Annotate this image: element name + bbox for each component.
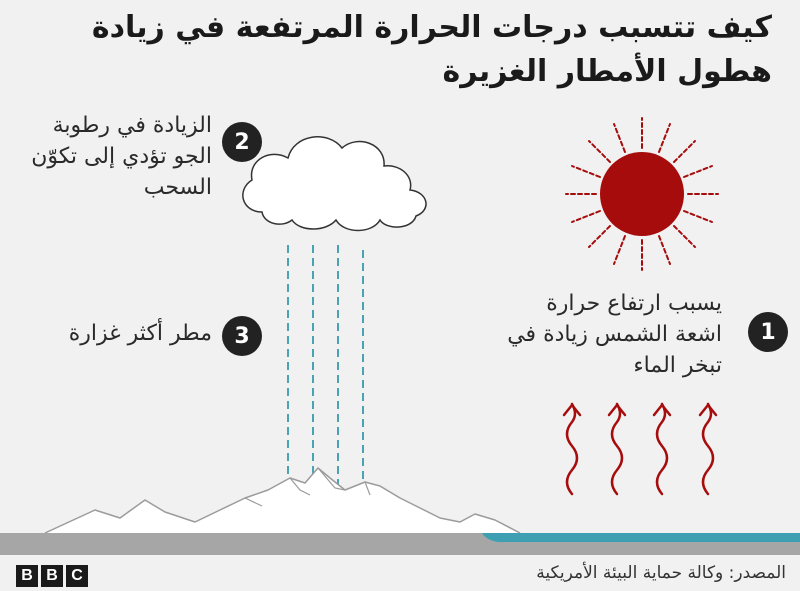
step-3-badge: 3	[222, 316, 262, 356]
step-3-text: مطر أكثر غزارة	[68, 321, 212, 346]
mountain-icon	[45, 468, 520, 533]
water	[482, 533, 800, 542]
evaporation-arrow-icon	[609, 404, 625, 494]
step-1-text: يسبب ارتفاع حرارة اشعة الشمس زيادة في تبخر الماء	[507, 291, 722, 378]
step-2-badge: 2	[222, 122, 262, 162]
bbc-logo	[16, 565, 88, 587]
evaporation-arrows	[564, 404, 716, 494]
rain-icon	[288, 245, 363, 505]
evaporation-arrow-icon	[564, 404, 580, 494]
source-text: المصدر: وكالة حماية البيئة الأمريكية	[536, 563, 786, 583]
cloud-icon	[243, 137, 426, 231]
logo-letter: C	[66, 565, 88, 587]
footer	[0, 555, 800, 591]
logo-letter: B	[41, 565, 63, 587]
evaporation-arrow-icon	[700, 404, 716, 494]
page-title: كيف تتسبب درجات الحرارة المرتفعة في زيادة هطول الأمطار الغزيرة	[91, 10, 772, 89]
step-2-text: الزيادة في رطوبة الجو تؤدي إلى تكوّن السحب	[31, 113, 212, 200]
evaporation-arrow-icon	[654, 404, 670, 494]
logo-letter: B	[16, 565, 38, 587]
step-1-badge: 1	[748, 312, 788, 352]
sun-icon	[600, 152, 684, 236]
